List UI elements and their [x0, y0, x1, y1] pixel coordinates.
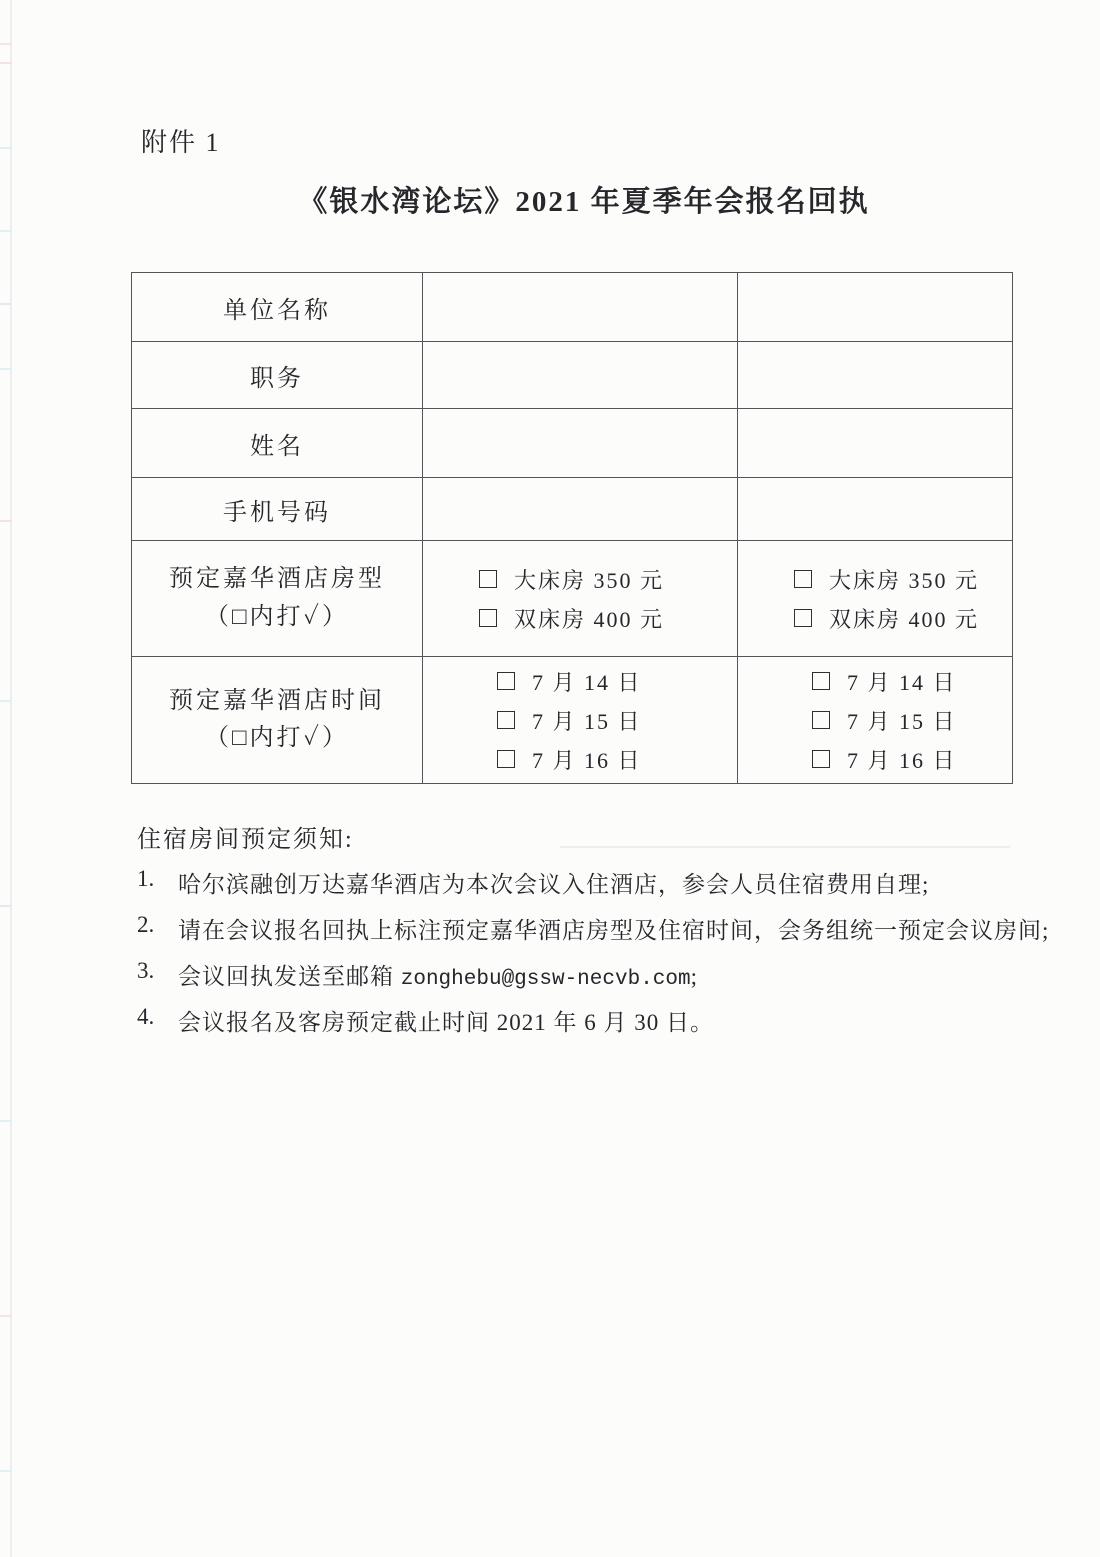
field-label-unit-name: 单位名称: [132, 273, 423, 342]
page-title: 《银水湾论坛》2021 年夏季年会报名回执: [298, 186, 870, 218]
scan-artifact: [0, 230, 11, 232]
option-label: 7 月 14 日: [532, 669, 642, 695]
option-label: 大床房 350 元: [829, 567, 980, 593]
field-label-mobile: 手机号码: [132, 478, 423, 541]
note-number: 3.: [137, 958, 155, 983]
option-row: [497, 744, 737, 775]
checkbox-king-room-p2[interactable]: [794, 570, 812, 588]
table-row-hotel-dates: [132, 657, 1013, 784]
note-text-prefix: 会议回执发送至邮箱: [178, 964, 401, 989]
checkbox-july14-p1[interactable]: [497, 672, 515, 690]
option-label: 7 月 15 日: [847, 708, 957, 734]
name-input-p1[interactable]: [423, 409, 738, 478]
hotel-dates-options-p2: [738, 657, 1013, 784]
hotel-dates-label-line2: （□内打✓）: [205, 725, 349, 751]
email-address: zonghebu@gssw-necvb.com: [400, 968, 691, 991]
room-type-label-line1: 预定嘉华酒店房型: [169, 566, 385, 593]
note-text: 会议报名及客房预定截止时间 2021 年 6 月 30 日。: [178, 1010, 714, 1035]
unit-name-input-p1[interactable]: [423, 273, 738, 342]
scan-artifact: [0, 62, 11, 64]
field-label-name: 姓名: [132, 409, 423, 478]
scan-edge-line: [10, 0, 12, 1557]
scan-artifact: [0, 520, 11, 522]
registration-table: [131, 272, 1013, 784]
checkbox-july14-p2[interactable]: [812, 672, 830, 690]
checkbox-july16-p1[interactable]: [497, 750, 515, 768]
option-row: [812, 705, 1012, 736]
note-text: 请在会议报名回执上标注预定嘉华酒店房型及住宿时间，会务组统一预定会议房间;: [178, 918, 1050, 943]
position-input-p1[interactable]: [423, 342, 738, 409]
note-item-4: [137, 1004, 714, 1037]
scan-artifact: [0, 303, 11, 305]
mobile-input-p1[interactable]: [423, 478, 738, 541]
option-label: 7 月 16 日: [532, 747, 642, 773]
field-label-position: 职务: [132, 342, 423, 409]
scan-artifact: [0, 368, 11, 370]
option-label: 7 月 14 日: [847, 669, 957, 695]
checkbox-twin-room-p2[interactable]: [794, 609, 812, 627]
checkbox-july15-p2[interactable]: [812, 711, 830, 729]
mobile-input-p2[interactable]: [738, 478, 1013, 541]
option-row: [479, 564, 737, 595]
checkbox-king-room-p1[interactable]: [479, 570, 497, 588]
hotel-dates-options-p1: [423, 657, 738, 784]
unit-name-input-p2[interactable]: [738, 273, 1013, 342]
attachment-label: 附件 1: [141, 128, 221, 157]
position-input-p2[interactable]: [738, 342, 1013, 409]
name-input-p2[interactable]: [738, 409, 1013, 478]
table-row-room-type: [132, 541, 1013, 657]
hotel-dates-label-line1: 预定嘉华酒店时间: [169, 687, 385, 714]
note-item-3: [137, 958, 698, 991]
room-type-label-line2: （□内打✓）: [205, 603, 349, 630]
scan-artifact: [0, 147, 11, 149]
note-item-1: [137, 866, 929, 899]
note-text: 哈尔滨融创万达嘉华酒店为本次会议入住酒店，参会人员住宿费用自理;: [178, 872, 930, 897]
scan-artifact: [0, 700, 11, 702]
note-number: 4.: [137, 1004, 155, 1029]
option-label: 双床房 400 元: [514, 606, 665, 632]
option-row: [497, 666, 737, 697]
option-row: [812, 744, 1012, 775]
scan-artifact: [0, 905, 11, 907]
option-label: 7 月 16 日: [847, 747, 957, 773]
option-row: [812, 666, 1012, 697]
room-type-options-p1: [423, 541, 738, 657]
scan-artifact: [0, 43, 11, 45]
note-item-2: [137, 912, 1049, 945]
option-label: 大床房 350 元: [514, 567, 665, 593]
option-row: [479, 603, 737, 634]
note-text: [178, 958, 698, 991]
note-number: 2.: [137, 912, 155, 937]
notes-heading: 住宿房间预定须知:: [137, 827, 354, 853]
table-row: [132, 409, 1013, 478]
table-row: [132, 273, 1013, 342]
scan-artifact: [560, 846, 1010, 848]
option-label: 7 月 15 日: [532, 708, 642, 734]
field-label-room-type: [132, 541, 423, 657]
field-label-hotel-dates: [132, 657, 423, 784]
option-row: [794, 564, 1012, 595]
note-text-suffix: ;: [690, 964, 698, 989]
table-row: [132, 478, 1013, 541]
checkbox-twin-room-p1[interactable]: [479, 609, 497, 627]
table-row: [132, 342, 1013, 409]
scan-artifact: [0, 1120, 11, 1122]
room-type-options-p2: [738, 541, 1013, 657]
checkbox-july16-p2[interactable]: [812, 750, 830, 768]
option-row: [794, 603, 1012, 634]
note-number: 1.: [137, 866, 155, 891]
option-label: 双床房 400 元: [829, 606, 980, 632]
scan-artifact: [0, 1315, 11, 1317]
checkbox-july15-p1[interactable]: [497, 711, 515, 729]
scan-artifact: [0, 1470, 11, 1472]
option-row: [497, 705, 737, 736]
